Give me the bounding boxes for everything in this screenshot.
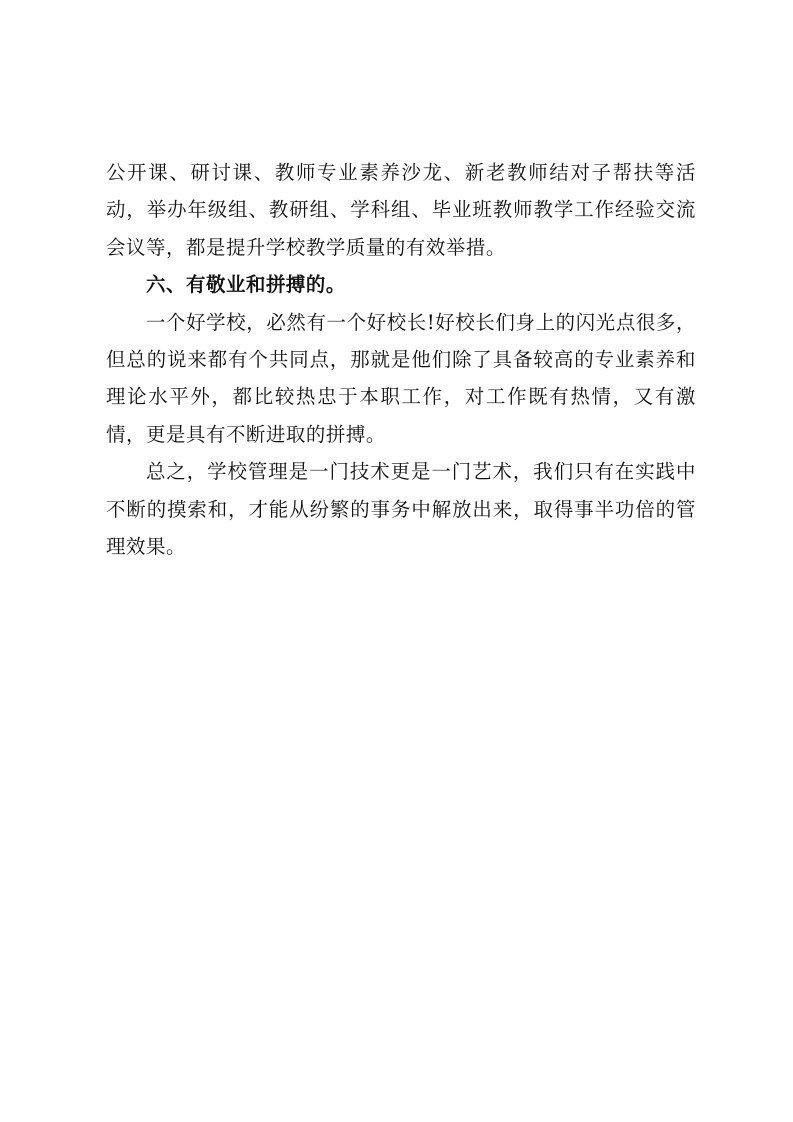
paragraph-conclusion: 总之，学校管理是一门技术更是一门艺术，我们只有在实践中不断的摸索和，才能从纷繁的事务中解放出来，取得事半功倍的管理效果。 — [106, 460, 696, 559]
section-heading-six: 六、有敬业和拼搏的。 — [146, 273, 346, 297]
paragraph-good-principal: 一个好学校，必然有一个好校长!好校长们身上的闪光点很多，但总的说来都有个共同点，那就是他们除了具备较高的专业素养和理论水平外，都比较热忠于本职工作，对工作既有热情，又有激情，更是具有不断进取的拼搏。 — [106, 310, 696, 446]
paragraph-teaching-activities: 公开课、研讨课、教师专业素养沙龙、新老教师结对子帮扶等活动，举办年级组、教研组、学科组、毕业班教师教学工作经验交流会议等，都是提升学校教学质量的有效举措。 — [106, 161, 696, 259]
document-body — [106, 154, 696, 565]
